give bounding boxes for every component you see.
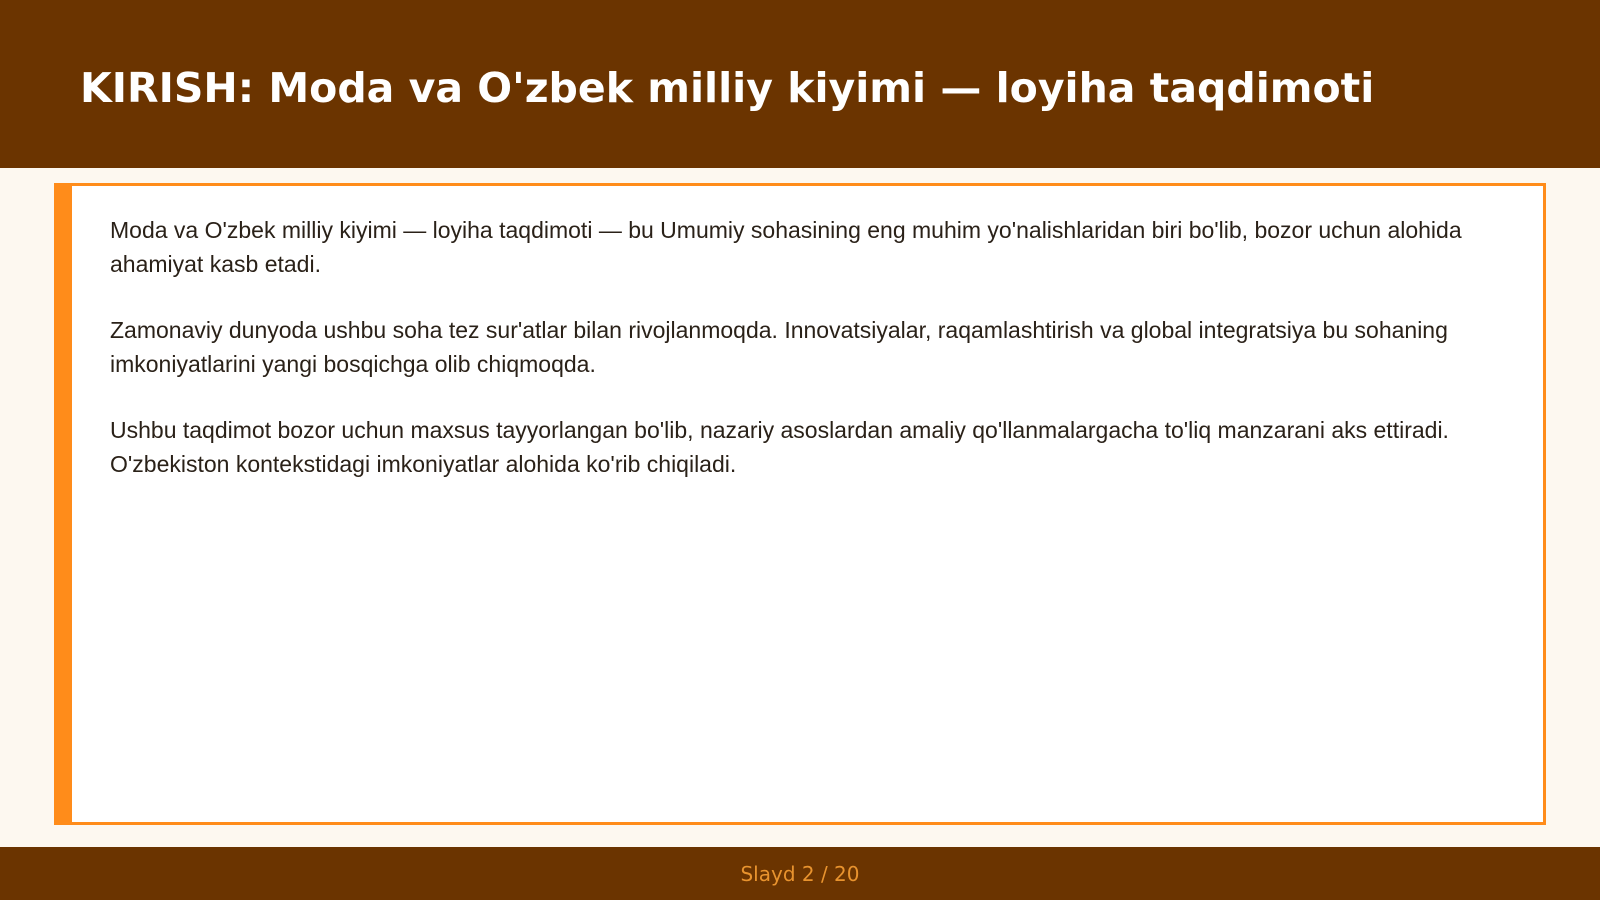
slide-title: KIRISH: Moda va O'zbek milliy kiyimi — loyiha taqdimoti [80,64,1375,112]
paragraph-2: Zamonaviy dunyoda ushbu soha tez sur'atlar bilan rivojlanmoqda. Innovatsiyalar, raqamlashtirish va global integratsiya bu sohaning imkoniyatlarini yangi bosqichga olib chiqmoqda. [110,317,1448,377]
paragraph-3: Ushbu taqdimot bozor uchun maxsus tayyorlangan bo'lib, nazariy asoslardan amaliy qo'llanmalargacha to'liq manzarani aks ettiradi. O'zbekiston kontekstidagi imkoniyatlar alohida ko'rib chiqiladi. [110,417,1449,477]
content-box [54,183,1546,825]
paragraph-1: Moda va O'zbek milliy kiyimi — loyiha taqdimoti — bu Umumiy sohasining eng muhim yo'nalishlaridan biri bo'lib, bozor uchun alohida ahamiyat kasb etadi. [110,217,1462,277]
body-text [110,214,1510,514]
slide-counter: Slayd 2 / 20 [740,861,860,886]
slide-header [0,0,1600,168]
slide-footer [0,847,1600,900]
